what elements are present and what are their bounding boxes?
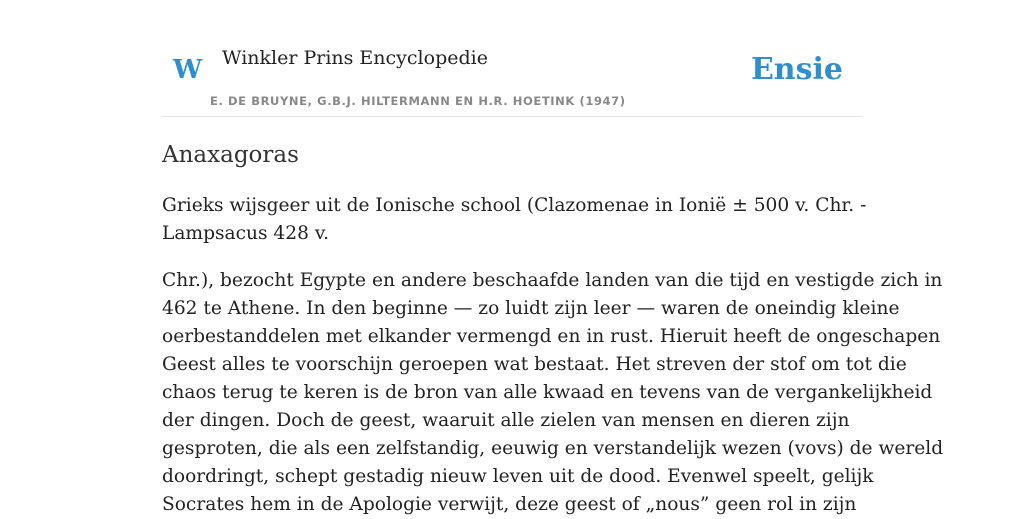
authors-subtitle: E. DE BRUYNE, G.B.J. HILTERMANN EN H.R. HOETINK (1947) [210,94,626,108]
paragraph-line: Socrates hem in de Apologie verwijt, deze geest of „nous” geen rol in zijn [162,494,857,515]
paragraph-line: 462 te Athene. In den beginne — zo luidt zijn leer — waren de oneindig kleine [162,298,900,319]
paragraph-line: chaos terug te keren is de bron van alle kwaad en tevens van de vergankelijkheid [162,382,933,403]
article-paragraph-1 [162,192,867,248]
paragraph-line: Grieks wijsgeer uit de Ionische school (Clazomenae in Ionië ± 500 v. Chr. - [162,195,867,216]
paragraph-line: Geest alles te voorschijn geroepen wat bestaat. Het streven der stof om tot die [162,354,907,375]
paragraph-line: Chr.), bezocht Egypte en andere beschaafde landen van die tijd en vestigde zich in [162,270,943,291]
paragraph-line: oerbestanddelen met elkander vermengd en in rust. Hieruit heeft de ongeschapen [162,326,941,347]
article-page [162,0,944,515]
paragraph-line: gesproten, die als een zelfstandig, eeuwig en verstandelijk wezen (vovs) de wereld [162,438,944,459]
paragraph-line: der dingen. Doch de geest, waaruit alle zielen van mensen en dieren zijn [162,410,850,431]
site-header [162,0,862,117]
article-paragraph-2 [162,267,944,519]
winkler-prins-logo-icon[interactable]: W [173,55,203,85]
ensie-brand-logo[interactable]: Ensie [750,52,843,87]
article-title: Anaxagoras [162,142,299,168]
paragraph-line: doordringt, schept gestadig nieuw leven uit de dood. Evenwel speelt, gelijk [162,466,874,487]
site-title[interactable]: Winkler Prins Encyclopedie [222,47,488,69]
paragraph-line: Lampsacus 428 v. [162,223,330,244]
